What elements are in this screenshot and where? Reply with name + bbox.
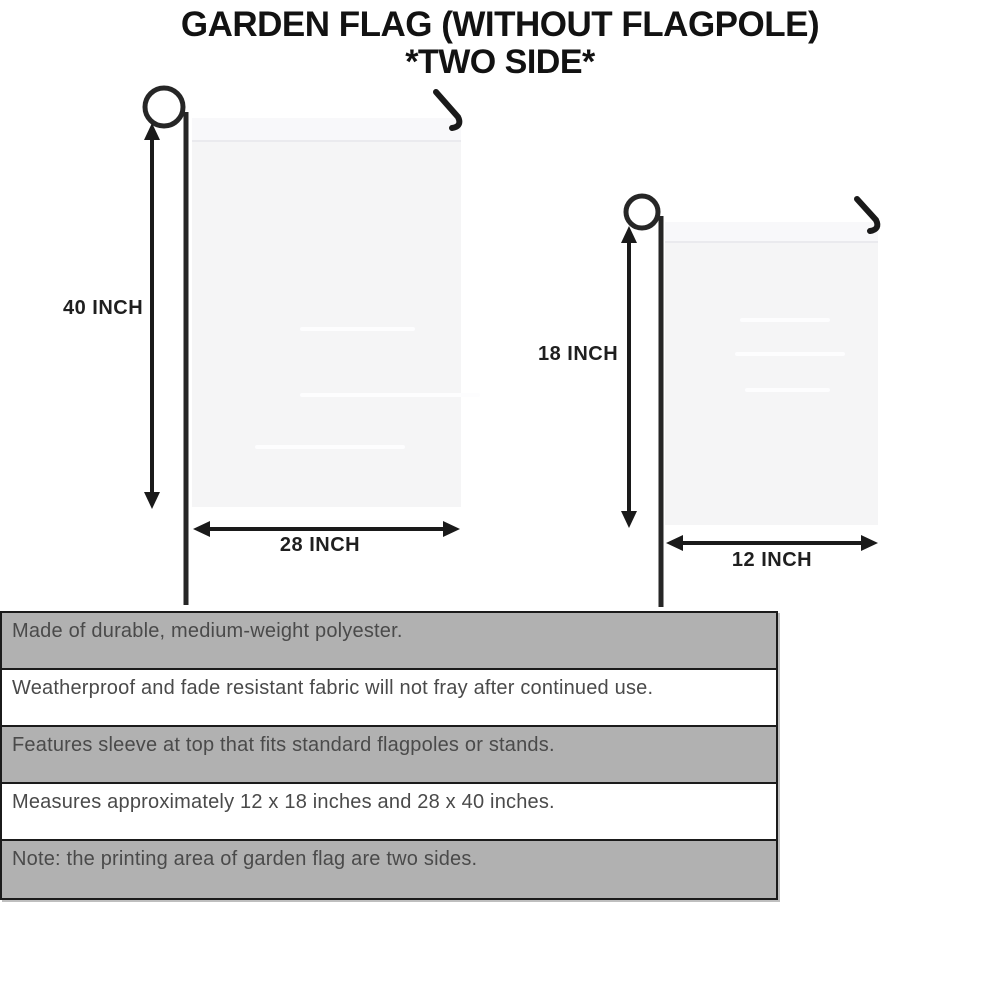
large-flag-sleeve bbox=[192, 118, 461, 141]
feature-row-note: Note: the printing area of garden flag are two sides. bbox=[2, 841, 776, 898]
small-flag-width-label: 12 INCH bbox=[731, 549, 813, 571]
small-flagpole-loop-icon bbox=[626, 196, 658, 228]
large-flag-streak bbox=[255, 445, 405, 449]
feature-row-weatherproof: Weatherproof and fade resistant fabric will not fray after continued use. bbox=[2, 670, 776, 727]
feature-row-sleeve: Features sleeve at top that fits standard flagpoles or stands. bbox=[2, 727, 776, 784]
small-flag-height-arrow bbox=[621, 226, 637, 528]
small-flag-streak bbox=[745, 388, 830, 392]
large-flagpole-loop-icon bbox=[145, 88, 183, 126]
small-flag-streak bbox=[740, 318, 830, 322]
large-flag-height-label: 40 INCH bbox=[63, 297, 144, 319]
small-flag-streak bbox=[735, 352, 845, 356]
title-line-1: GARDEN FLAG (WITHOUT FLAGPOLE) bbox=[180, 5, 820, 44]
title-line-2: *TWO SIDE* bbox=[405, 43, 595, 81]
feature-row-material: Made of durable, medium-weight polyester. bbox=[2, 613, 776, 670]
feature-row-measures: Measures approximately 12 x 18 inches and 28 x 40 inches. bbox=[2, 784, 776, 841]
small-flag-assembly bbox=[621, 196, 878, 607]
large-flag-assembly bbox=[144, 88, 480, 605]
large-flag-width-label: 28 INCH bbox=[279, 534, 361, 556]
feature-table bbox=[0, 611, 778, 900]
large-flag-streak bbox=[300, 393, 480, 397]
large-flag-streak bbox=[300, 327, 415, 331]
small-flag-cloth bbox=[665, 222, 878, 525]
large-flag-height-arrow bbox=[144, 123, 160, 509]
small-flag-sleeve bbox=[665, 222, 878, 242]
small-flag-height-label: 18 INCH bbox=[538, 343, 619, 365]
